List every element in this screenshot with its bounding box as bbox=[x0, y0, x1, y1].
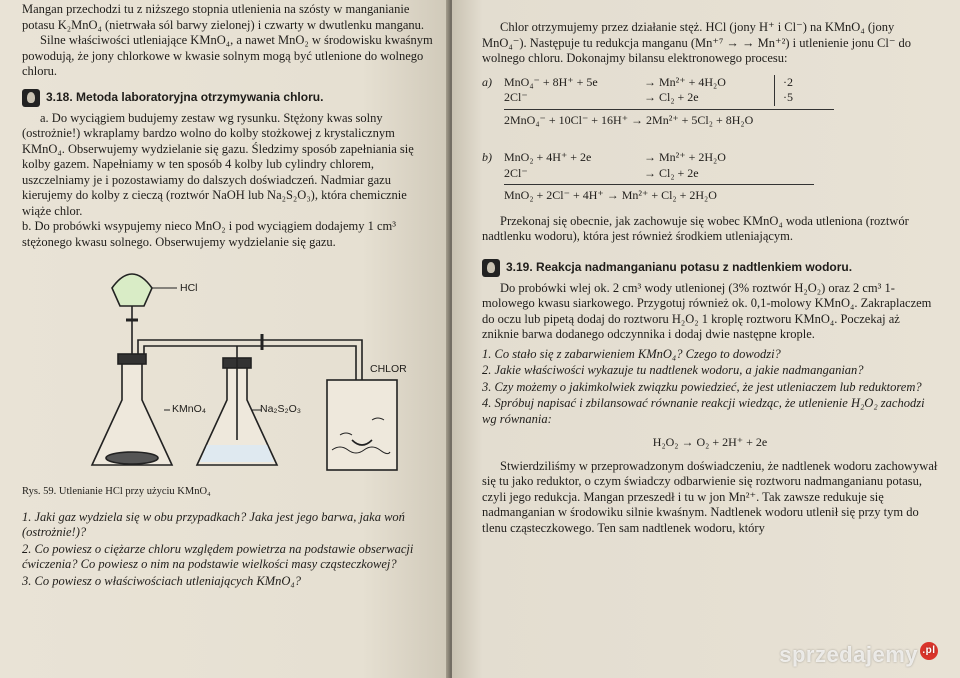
equation-a bbox=[482, 75, 938, 129]
section-318-heading bbox=[22, 89, 434, 107]
right-question-4: 4. Spróbuj napisać i zbilansować równanie reakcji wiedząc, że utlenienie H₂O₂ zachodzi wg równania: bbox=[482, 396, 925, 426]
paragraph-a: a. Do wyciągiem budujemy zestaw wg rysunku. Stężony kwas solny (ostrożnie!) wkraplamy bardzo wolno do kolby stożkowej z krystalicznym KMnO₄. Obserwujemy wydzielanie się gazu. Śledzimy sposób zapełniania się kolby gazem. Napełniamy w ten sposób 4 kolby lub cylindry chlorem, uszczelniamy je i pozostawiamy do dalszych doświadczeń. Nadmiar gazu kierujemy do kolby z cieczą (roztwór NaOH lub Na₂S₂O₃), która chemicznie wiąże chlor. bbox=[22, 110, 414, 218]
after-equations-paragraph: Przekonaj się obecnie, jak zachowuje się wobec KMnO₄ woda utleniona (roztwór nadtlenku wodoru), która jest również środkiem utleniającym. bbox=[482, 213, 909, 243]
peroxide-equation: H₂O₂ → O₂ + 2H⁺ + 2e bbox=[652, 435, 768, 449]
label-chlor: CHLOR bbox=[370, 363, 407, 375]
figure-caption: Rys. 59. Utlenianie HCl przy użyciu KMnO₄ bbox=[22, 486, 211, 497]
watermark-text: sprzedajemy bbox=[779, 642, 918, 667]
right-page bbox=[452, 0, 960, 678]
section-319-paragraph: Do probówki wlej ok. 2 cm³ wody utlenionej (3% roztwór H₂O₂) oraz 2 cm³ 1-molowego kwasu siarkowego. Przygotuj również ok. 0,1-molowy KMnO₄. Zakraplaczem do oczu lub pipetą dodaj do roztworu H₂O₂ 1 kroplę roztworu KMnO₄. Poczekaj aż zniknie barwa dodanego odczynnika i dodaj dwie następne krople. bbox=[482, 280, 932, 341]
equation-b-label: b) bbox=[482, 150, 492, 164]
label-na2s2o3: Na₂S₂O₃ bbox=[260, 403, 302, 415]
equation-a-row2-right: → Cl₂ + 2e bbox=[644, 90, 699, 104]
label-hcl: HCl bbox=[180, 282, 198, 294]
watermark-logo bbox=[779, 642, 938, 668]
right-intro: Chlor otrzymujemy przez działanie stęż. HCl (jony H⁺ i Cl⁻) na KMnO₄ (jony MnO₄⁻). Następuje tu redukcja manganu (Mn⁺⁷ → → Mn⁺²) i utlenienie jonu Cl⁻ do wolnego chloru. Dokonajmy bilansu elektronowego procesu: bbox=[482, 20, 912, 65]
paragraph-b: b. Do probówki wsypujemy nieco MnO₂ i pod wyciągiem dodajemy 1 cm³ stężonego kwasu solnego. Obserwujemy wydzielanie się gazu. bbox=[22, 219, 397, 249]
right-question-1: 1. Co stało się z zabarwieniem KMnO₄? Czego to dowodzi? bbox=[482, 346, 781, 361]
watermark-badge: .pl bbox=[920, 642, 938, 660]
label-kmno4: KMnO₄ bbox=[172, 403, 207, 415]
equation-a-row1-left: MnO₄⁻ + 8H⁺ + 5e bbox=[504, 74, 598, 89]
left-content bbox=[22, 2, 434, 590]
intro-paragraph-2: Silne właściwości utleniające KMnO₄, a nawet MnO₂ w środowisku kwaśnym powodują, że jony chlorkowe w kwasie solnym mogą być utlenione do wolnego chloru. bbox=[22, 33, 433, 78]
equation-a-row2-mult: ·5 bbox=[774, 90, 793, 106]
equation-b-sum: MnO₂ + 2Cl⁻ + 4H⁺ → Mn²⁺ + Cl₂ + 2H₂O bbox=[504, 188, 717, 202]
equation-b-row1-left: MnO₂ + 4H⁺ + 2e bbox=[504, 150, 592, 164]
right-question-3: 3. Czy możemy o jakimkolwiek związku powiedzieć, że jest utleniaczem lub reduktorem? bbox=[482, 379, 922, 394]
apparatus-figure bbox=[22, 250, 442, 482]
equation-a-row1-mult: ·2 bbox=[774, 75, 793, 91]
equation-a-label: a) bbox=[482, 74, 492, 89]
section-318-title: 3.18. Metoda laboratoryjna otrzymywania chloru. bbox=[46, 89, 324, 104]
equation-a-row1-right: → Mn²⁺ + 4H₂O bbox=[644, 74, 726, 89]
left-question-1: 1. Jaki gaz wydziela się w obu przypadkach? Jaka jest jego barwa, jaka woń (ostrożnie!)? bbox=[22, 509, 405, 539]
right-question-2: 2. Jakie właściwości wykazuje tu nadtlenek wodoru, a jakie nadmanganian? bbox=[482, 363, 864, 377]
right-content bbox=[482, 20, 938, 536]
equation-a-row2-left: 2Cl⁻ bbox=[504, 90, 528, 104]
conclusion-paragraph: Stwierdziliśmy w przeprowadzonym doświadczeniu, że nadtlenek wodoru zachowywał się tu jako reduktor, o czym świadczy odbarwienie się roztworu nadmanganianu potasu, czyli jego redukcja. Mangan przeszedł i tu w jon Mn²⁺. Tak zawsze redukuje się nadmanganian w środowiku silnie kwaśnym. Nadtlenek wodoru utlenił się przy tym do tlenu cząsteczkowego. Ten sam nadtlenek wodoru, który bbox=[482, 458, 938, 535]
equation-b-row1-right: → Mn²⁺ + 2H₂O bbox=[644, 150, 726, 164]
equation-b-row2-right: → Cl₂ + 2e bbox=[644, 165, 699, 180]
equation-b bbox=[482, 150, 938, 204]
left-question-3: 3. Co powiesz o właściwościach utleniających KMnO₄? bbox=[22, 573, 301, 588]
left-page bbox=[0, 0, 452, 678]
experiment-icon bbox=[22, 89, 40, 107]
equation-b-row2-left: 2Cl⁻ bbox=[504, 165, 528, 180]
intro-paragraph-1: Mangan przechodzi tu z niższego stopnia utlenienia na szósty w manganianie potasu K₂MnO₄ (nietrwała sól barwy zielonej) i czwarty w dwutlenku manganu. bbox=[22, 2, 425, 32]
experiment-icon bbox=[482, 259, 500, 277]
left-question-2: 2. Co powiesz o ciężarze chloru względem powietrza na podstawie obserwacji ćwiczenia? Co powiesz o nim na podstawie wielkości masy cząsteczkowej? bbox=[22, 541, 414, 571]
equation-a-sum: 2MnO₄⁻ + 10Cl⁻ + 16H⁺ → 2Mn²⁺ + 5Cl₂ + 8H₂O bbox=[504, 112, 754, 127]
section-319-title: 3.19. Reakcja nadmanganianu potasu z nadtlenkiem wodoru. bbox=[506, 259, 853, 274]
section-319-heading bbox=[482, 259, 938, 277]
